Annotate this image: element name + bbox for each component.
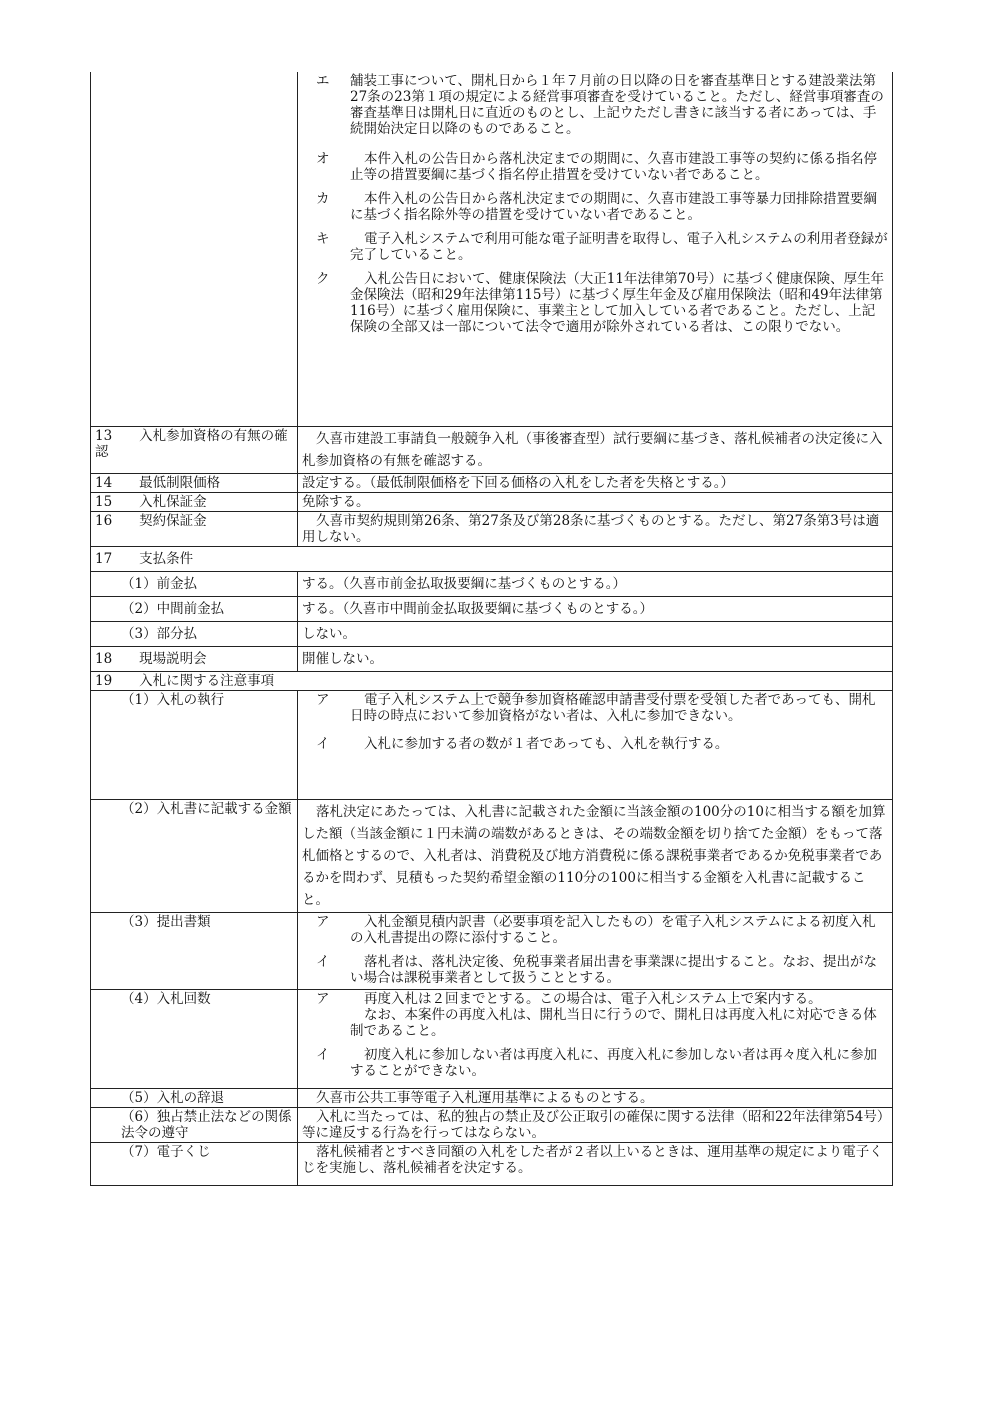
row-17-3-text: しない。 xyxy=(298,622,893,647)
row-19-4-label: （4）入札回数 xyxy=(91,990,298,1089)
row-16 xyxy=(91,512,893,547)
row-18-text: 開催しない。 xyxy=(298,647,893,672)
row-15-text: 免除する。 xyxy=(298,493,893,512)
row-18-label: 18 現場説明会 xyxy=(91,647,298,672)
item-text: 舗装工事について、開札日から１年７月前の日以降の日を審査基準日とする建設業法第27条の23第１項の規定による経営事項審査を受けていること。ただし、経営事項審査の審査基準日は開札日に直近のものとし、上記ウただし書きに該当する者にあっては、手続開始決定日以降のものであること。 xyxy=(350,73,884,137)
row-19-1-content xyxy=(298,691,893,800)
row-17-2 xyxy=(91,597,893,622)
row-17-3 xyxy=(91,622,893,647)
item-text: 入札に参加する者の数が１者であっても、入札を執行する。 xyxy=(364,736,729,752)
row-19-label: 19 入札に関する注意事項 xyxy=(91,672,893,691)
row-19-2-label: （2）入札書に記載する金額 xyxy=(91,800,298,913)
item-key: イ xyxy=(316,954,330,970)
row-14-text: 設定する。（最低制限価格を下回る価格の入札をした者を失格とする。） xyxy=(298,474,893,493)
row-19-4 xyxy=(91,990,893,1089)
row-19-3 xyxy=(91,913,893,990)
list-item xyxy=(302,231,888,263)
notice-table xyxy=(90,72,893,1186)
row-14-label: 14 最低制限価格 xyxy=(91,474,298,493)
row-17-2-text: する。（久喜市中間前金払取扱要綱に基づくものとする。） xyxy=(298,597,893,622)
row-18 xyxy=(91,647,893,672)
row-19-2 xyxy=(91,800,893,913)
row-13-label: 13 入札参加資格の有無の確認 xyxy=(91,427,298,474)
row-19-3-content xyxy=(298,913,893,990)
row-17-label: 17 支払条件 xyxy=(91,547,893,572)
row-13 xyxy=(91,427,893,474)
row-16-text: 久喜市契約規則第26条、第27条及び第28条に基づくものとする。ただし、第27条第3号は適用しない。 xyxy=(298,512,893,547)
row-17-1-text: する。（久喜市前金払取扱要綱に基づくものとする。） xyxy=(298,572,893,597)
row-19-7-text: 落札候補者とすべき同額の入札をした者が２者以上いるときは、運用基準の規定により電子くじを実施し、落札候補者を決定する。 xyxy=(298,1143,893,1186)
row-19 xyxy=(91,672,893,691)
item-text: 再度入札は２回までとする。この場合は、電子入札システム上で案内する。 xyxy=(364,991,822,1007)
row-19-7-label: （7）電子くじ xyxy=(91,1143,298,1186)
row-17-2-label: （2）中間前金払 xyxy=(91,597,298,622)
row-17-3-label: （3）部分払 xyxy=(91,622,298,647)
item-key: ア xyxy=(316,692,330,708)
row-17-1-label: （1）前金払 xyxy=(91,572,298,597)
document-page xyxy=(90,72,892,1186)
item-key: オ xyxy=(316,151,330,167)
item-note: なお、本案件の再度入札は、開札当日に行うので、開札日は再度入札に対応できる体制であること。 xyxy=(350,1007,877,1039)
item-text-group xyxy=(350,991,888,1039)
list-item xyxy=(302,991,888,1039)
item-key: キ xyxy=(316,231,330,247)
item-text: 落札者は、落札決定後、免税事業者届出書を事業課に提出すること。なお、提出がない場合は課税事業者として扱うこととする。 xyxy=(350,954,877,986)
list-item xyxy=(302,954,888,986)
list-item xyxy=(302,191,888,223)
item-key: ア xyxy=(316,991,330,1007)
row-19-5-label: （5）入札の辞退 xyxy=(91,1089,298,1108)
row-19-5-text: 久喜市公共工事等電子入札運用基準によるものとする。 xyxy=(298,1089,893,1108)
list-item xyxy=(302,736,888,752)
row-17-1 xyxy=(91,572,893,597)
row-13-text: 久喜市建設工事請負一般競争入札（事後審査型）試行要綱に基づき、落札候補者の決定後に入札参加資格の有無を確認する。 xyxy=(298,427,893,474)
item-text: 本件入札の公告日から落札決定までの期間に、久喜市建設工事等暴力団排除措置要綱に基づく指名除外等の措置を受けていない者であること。 xyxy=(350,191,877,223)
row-19-3-label: （3）提出書類 xyxy=(91,913,298,990)
item-text: 電子入札システムで利用可能な電子証明書を取得し、電子入札システムの利用者登録が完了していること。 xyxy=(350,231,888,263)
list-item xyxy=(302,914,888,946)
list-item xyxy=(302,73,888,137)
row-19-1 xyxy=(91,691,893,800)
row-19-7 xyxy=(91,1143,893,1186)
row-19-1-label: （1）入札の執行 xyxy=(91,691,298,800)
row-15-label: 15 入札保証金 xyxy=(91,493,298,512)
list-item xyxy=(302,151,888,183)
row-14 xyxy=(91,474,893,493)
item-key: ア xyxy=(316,914,330,930)
item-text: 電子入札システム上で競争参加資格確認申請書受付票を受領した者であっても、開札日時の時点において参加資格がない者は、入札に参加できない。 xyxy=(350,692,876,724)
item-text: 入札金額見積内訳書（必要事項を記入したもの）を電子入札システムによる初度入札の入札書提出の際に添付すること。 xyxy=(350,914,876,946)
row-19-2-text: 落札決定にあたっては、入札書に記載された金額に当該金額の100分の10に相当する額を加算した額（当該金額に１円未満の端数があるときは、その端数金額を切り捨てた金額）をもって落札価格とするので、入札者は、消費税及び地方消費税に係る課税事業者であるか免税事業者であるかを問わず、見積もった契約希望金額の110分の100に相当する金額を入札書に記載すること。 xyxy=(298,800,893,913)
item-key: イ xyxy=(316,736,330,752)
row-19-4-content xyxy=(298,990,893,1089)
item-key: ク xyxy=(316,271,330,287)
row-12-label-cell xyxy=(91,72,298,427)
row-19-6 xyxy=(91,1108,893,1143)
row-19-5 xyxy=(91,1089,893,1108)
row-15 xyxy=(91,493,893,512)
row-12-content xyxy=(298,72,893,427)
list-item xyxy=(302,1047,888,1079)
item-key: カ xyxy=(316,191,330,207)
item-text: 初度入札に参加しない者は再度入札に、再度入札に参加しない者は再々度入札に参加することができない。 xyxy=(350,1047,877,1079)
row-16-label: 16 契約保証金 xyxy=(91,512,298,547)
row-17 xyxy=(91,547,893,572)
row-12-continued xyxy=(91,72,893,427)
item-key: イ xyxy=(316,1047,330,1063)
item-key: エ xyxy=(316,73,330,89)
list-item xyxy=(302,271,888,335)
item-text: 入札公告日において、健康保険法（大正11年法律第70号）に基づく健康保険、厚生年金保険法（昭和29年法律第115号）に基づく厚生年金及び雇用保険法（昭和49年法律第116号）に基づく雇用保険に、事業主として加入している者であること。ただし、上記保険の全部又は一部について法令で適用が除外されている者は、この限りでない。 xyxy=(350,271,885,335)
item-text: 本件入札の公告日から落札決定までの期間に、久喜市建設工事等の契約に係る指名停止等の措置要綱に基づく指名停止措置を受けていない者であること。 xyxy=(350,151,877,183)
row-19-6-label: （6）独占禁止法などの関係法令の遵守 xyxy=(91,1108,298,1143)
list-item xyxy=(302,692,888,724)
row-19-6-text: 入札に当たっては、私的独占の禁止及び公正取引の確保に関する法律（昭和22年法律第54号）等に違反する行為を行ってはならない。 xyxy=(298,1108,893,1143)
